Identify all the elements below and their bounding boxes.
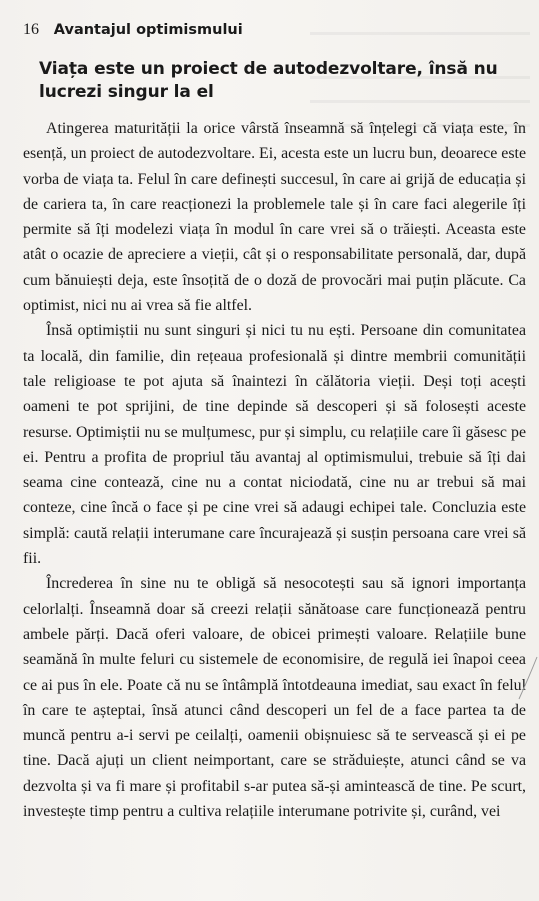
paragraph-3: Încrederea în sine nu te obligă să nesocotești sau să ignori importanța celorlalți. Înseamnă doar să creezi relații sănătoase care funcționează pentru ambele părți. Dacă oferi valoare, de obicei primești valoare. Relațiile bune seamănă în multe feluri cu sistemele de economisire, de regulă iei înapoi ceea ce ai pus în ele. Poate că nu se întâmplă întotdeauna imediat, sau exact în felul în care te așteptai, însă atunci când descoperi un fel de a face partea ta de muncă pentru a-i servi pe ceilalți, oamenii obișnuiesc să te servească și ei pe tine. Dacă ajuți un client neimportant, care se străduiește, atunci când se va dezvolta și va fi mare și profitabil s-ar putea să-și amintească de tine. Pe scurt, investește timp pentru a cultiva relațiile interumane potrivite și, curând, vei	[23, 575, 526, 821]
page-number: 16	[23, 21, 39, 38]
paragraph-2: Însă optimiștii nu sunt singuri și nici tu nu ești. Persoane din comunitatea ta locală, din familie, din rețeaua profesională și dintre membrii comunității tale religioase te pot ajuta să înaintezi în călătoria vieții. Deși toți acești oameni te pot sprijini, de tine depinde să descoperi și să folosești aceste resurse. Optimiștii nu se mulțumesc, pur și simplu, cu relațiile care îi găsesc pe ei. Pentru a profita de propriul tău avantaj al optimismului, trebuie să îți dai seama cine contează, cine nu a contat niciodată, cine nu ar trebui să mai conteze, cine încă o face și pe cine vrei să adaugi echipei tale. Concluzia este simplă: caută relații interumane care încurajează și susțin persoana care vrei să fii.	[23, 322, 526, 568]
body-text	[23, 116, 526, 824]
running-title: Avantajul optimismului	[53, 22, 243, 38]
paragraph-1: Atingerea maturității la orice vârstă înseamnă să înțelegi că viața este, în esență, un proiect de autodezvoltare. Ei, acesta este un lucru bun, deoarece este vorba de viața ta. Felul în care definești succesul, în care ai grijă de educația și de cariera ta, în care reacționezi la problemele tale și în care faci alegerile îți permite să îți modelezi viața în modul în care vrei să o trăiești. Aceasta este atât o ocazie de apreciere a vieții, cât și o responsabilitate personală, dar, după cum bănuiești deja, este însoțită de o doză de provocări mai puțin plăcute. Ca optimist, nici nu ai vrea să fie altfel.	[23, 120, 526, 315]
running-head	[23, 20, 243, 39]
section-heading: Viața este un proiect de autodezvoltare, însă nu lucrezi singur la el	[39, 59, 498, 102]
